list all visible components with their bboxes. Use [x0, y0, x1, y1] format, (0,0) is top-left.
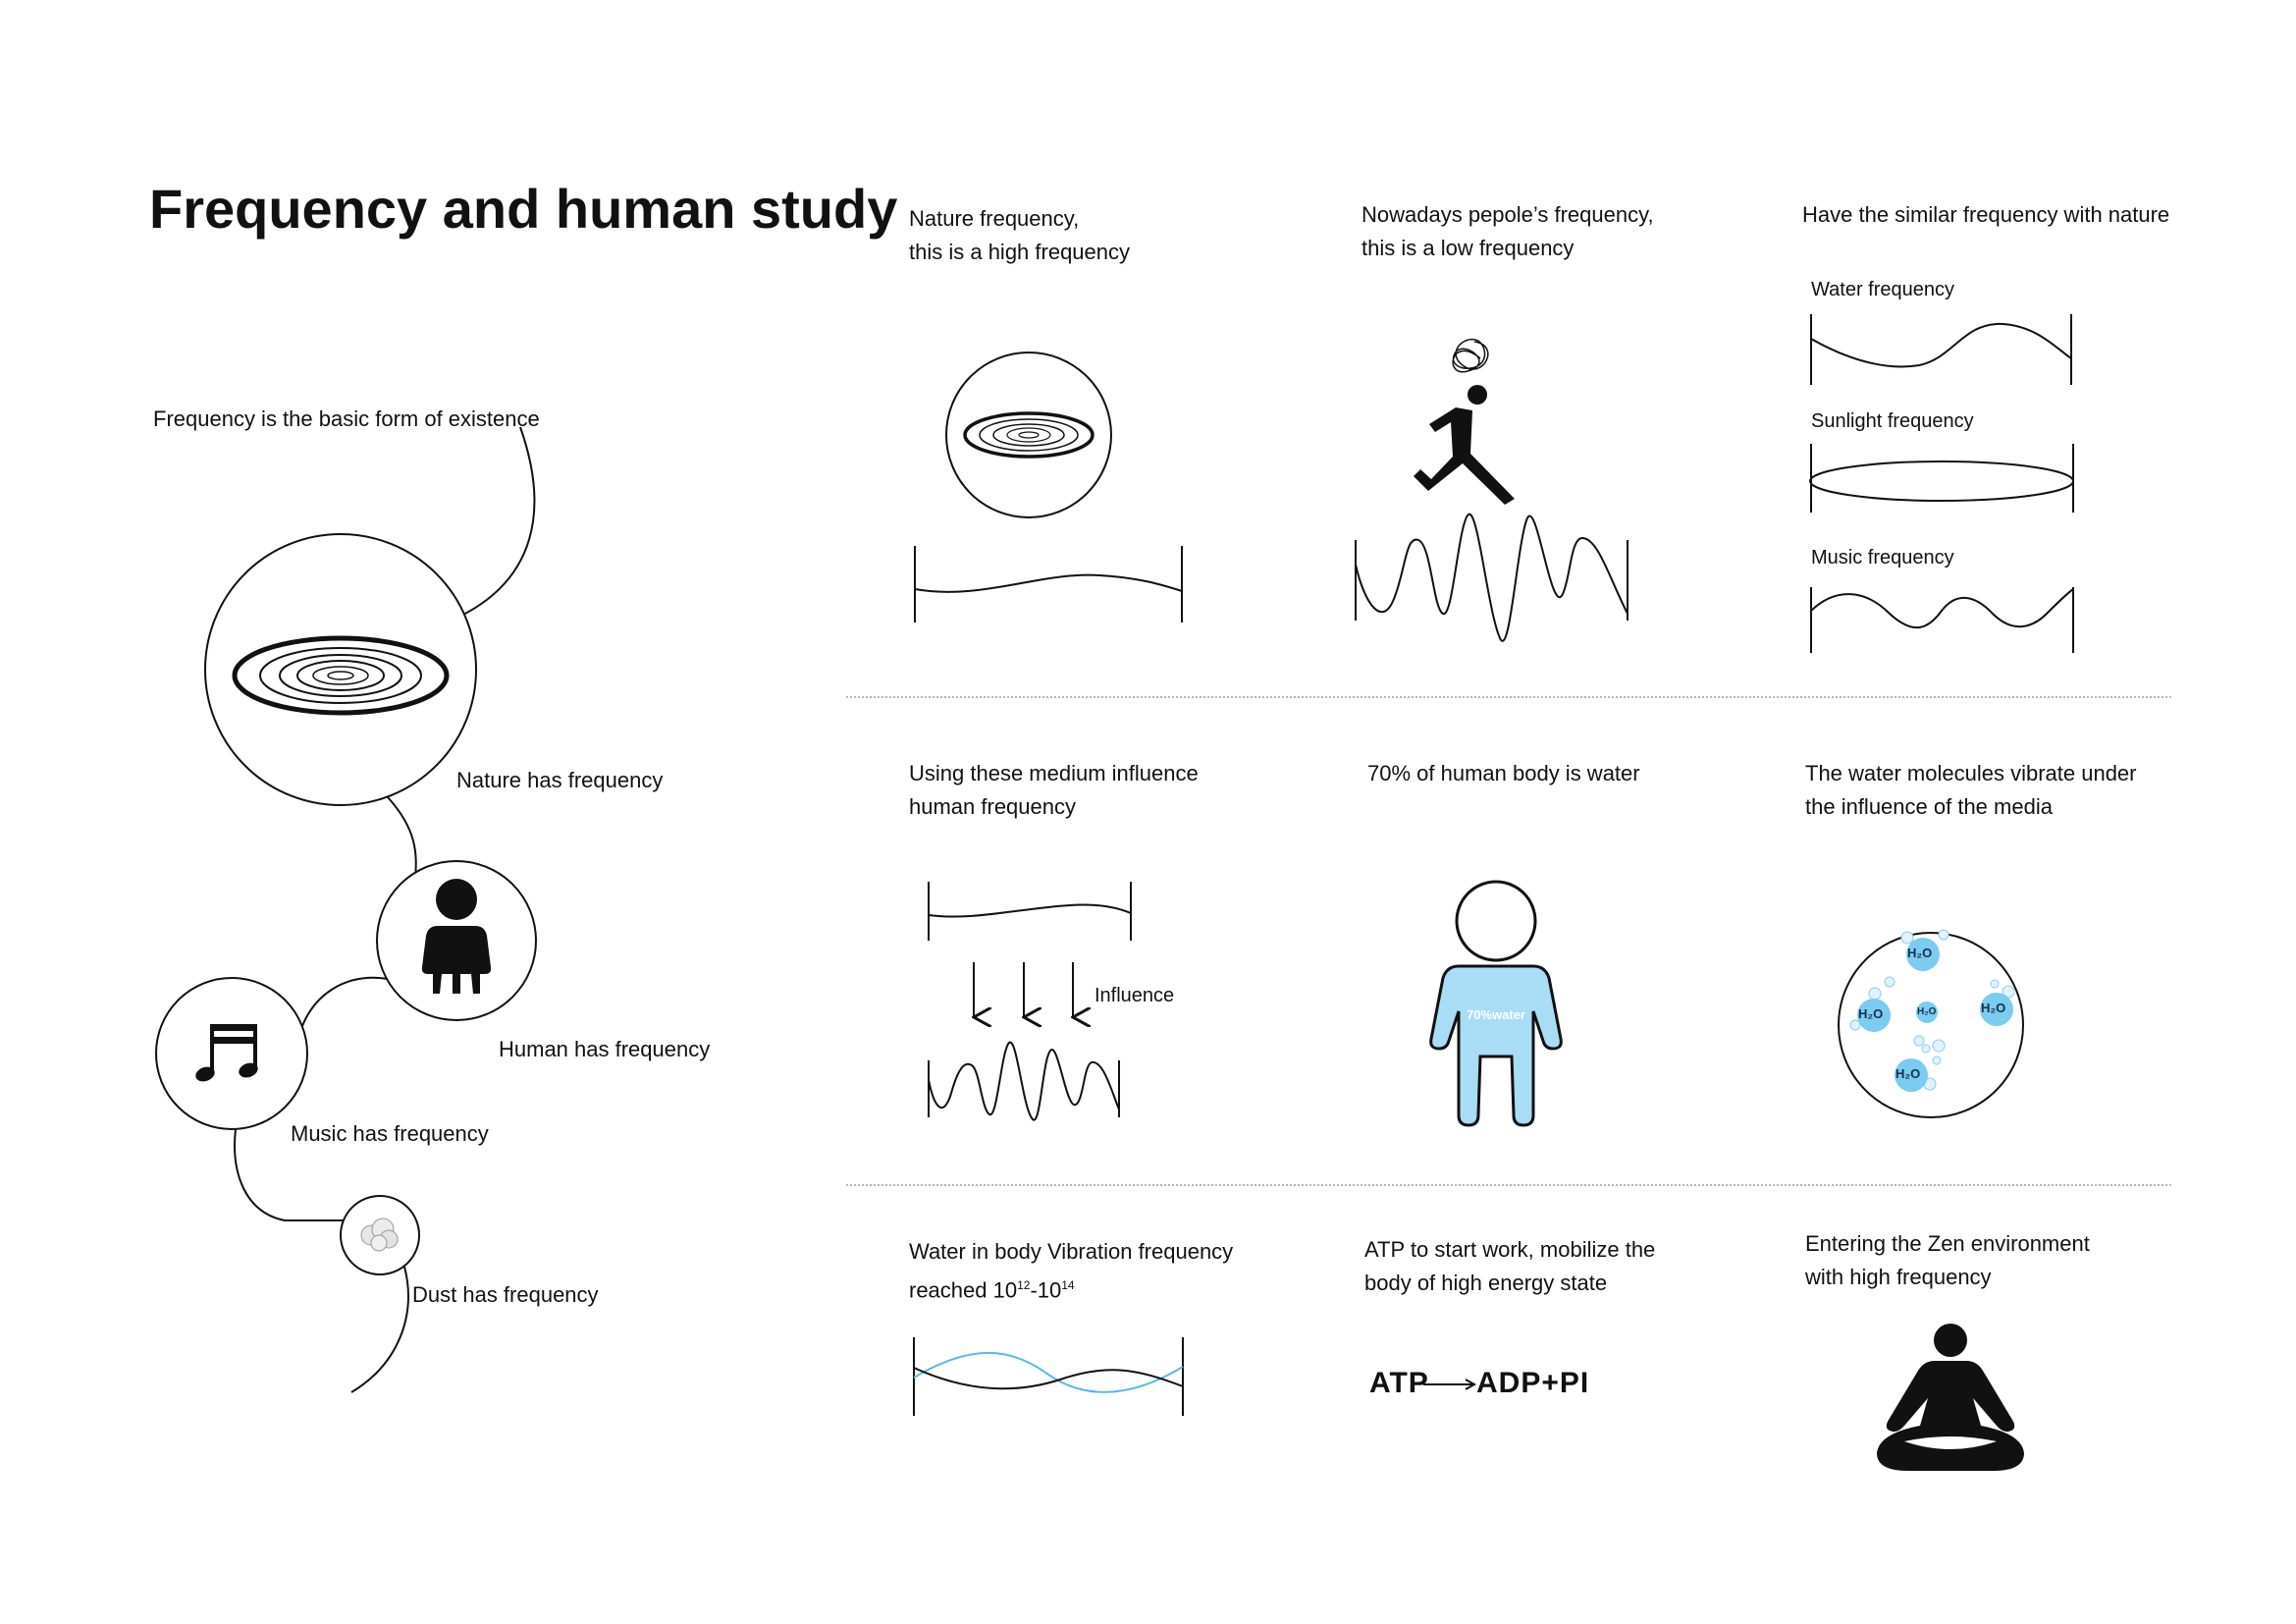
people-wave — [1356, 514, 1628, 641]
human-label: Human has frequency — [499, 1037, 711, 1061]
reaction-arrow-icon — [1423, 1380, 1474, 1389]
stressed-person-icon — [1414, 340, 1515, 505]
music-frequency-label: Music frequency — [1811, 547, 1954, 568]
h2o-label-4: H₂O — [1981, 1001, 2006, 1015]
connector-human-music — [302, 978, 388, 1026]
nature-circle-icon — [205, 534, 476, 805]
atp-label: ATP — [1369, 1367, 1429, 1399]
music-label: Music has frequency — [291, 1121, 489, 1146]
body-vibration-wave — [914, 1337, 1183, 1416]
intro-label: Frequency is the basic form of existence — [153, 406, 540, 431]
page-title: Frequency and human study — [149, 178, 898, 240]
music-circle-icon — [156, 978, 307, 1129]
connector-music-dust — [235, 1129, 344, 1220]
human-circle-icon — [377, 861, 536, 1020]
dust-label: Dust has frequency — [412, 1282, 599, 1307]
medium-caption: Using these medium influence human frequency — [909, 761, 1199, 819]
nature-frequency-caption: Nature frequency, this is a high frequency — [909, 206, 1131, 264]
adp-label: ADP+PI — [1476, 1367, 1590, 1399]
music-frequency-wave — [1811, 587, 2073, 653]
h2o-label-2: H₂O — [1858, 1006, 1884, 1021]
h2o-label-3: H₂O — [1917, 1006, 1937, 1017]
zen-caption: Entering the Zen environment with high frequency — [1805, 1231, 2090, 1289]
body-water-caption: 70% of human body is water — [1367, 761, 1640, 785]
vibration-exponent-1: 12 — [1017, 1278, 1031, 1292]
molecules-caption: The water molecules vibrate under the influence of the media — [1805, 761, 2137, 819]
people-frequency-caption: Nowadays pepole’s frequency, this is a low frequency — [1362, 202, 1654, 260]
medium-low-wave — [929, 882, 1131, 941]
connector-dust-tail — [351, 1267, 408, 1392]
body-water-label: 70%water — [1467, 1007, 1525, 1022]
nature-wave — [915, 546, 1182, 623]
sunlight-frequency-label: Sunlight frequency — [1811, 410, 1974, 432]
vibration-exponent-2: 14 — [1061, 1278, 1075, 1292]
influence-arrows — [974, 962, 1073, 1017]
connector-nature-human — [388, 797, 416, 879]
vibration-prefix: reached 10 — [909, 1277, 1018, 1303]
water-body-icon — [1431, 882, 1562, 1125]
vibration-dash: -10 — [1030, 1277, 1062, 1303]
dust-circle-icon — [341, 1196, 419, 1274]
sunlight-frequency-wave — [1810, 444, 2073, 513]
influence-label: Influence — [1095, 985, 1175, 1006]
atp-caption: ATP to start work, mobilize the body of high energy state — [1364, 1237, 1656, 1295]
medium-high-wave — [929, 1043, 1119, 1120]
nature-sphere-icon — [946, 352, 1111, 517]
h2o-label-1: H₂O — [1907, 946, 1933, 960]
vibration-line-1: Water in body Vibration frequency — [909, 1239, 1234, 1264]
similar-frequency-caption: Have the similar frequency with nature — [1802, 202, 2170, 227]
connector-intro — [459, 427, 534, 617]
nature-label: Nature has frequency — [456, 768, 664, 792]
water-frequency-wave — [1811, 314, 2071, 385]
meditation-figure-icon — [1877, 1324, 2024, 1471]
water-frequency-label: Water frequency — [1811, 279, 1954, 300]
h2o-label-5: H₂O — [1896, 1066, 1921, 1081]
